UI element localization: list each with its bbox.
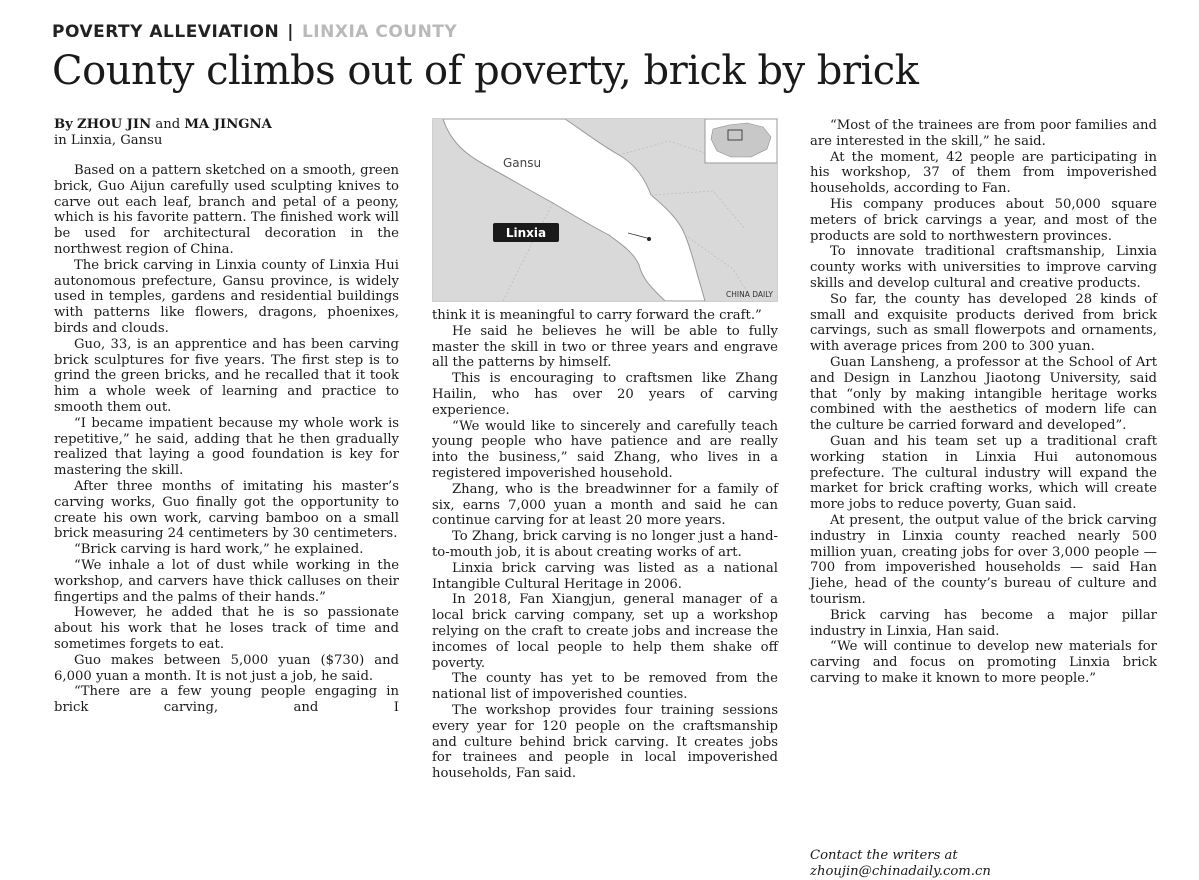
- paragraph: “Most of the trainees are from poor families and are interested in the skill,” he said.: [810, 118, 1157, 149]
- paragraph: To Zhang, brick carving is no longer just a hand-to-mouth job, it is about creating works of art.: [432, 529, 778, 560]
- paragraph: The county has yet to be removed from the national list of impoverished counties.: [432, 671, 778, 703]
- paragraph: This is encouraging to craftsmen like Zhang Hailin, who has over 20 years of carving experience.: [432, 371, 778, 418]
- contact-writers: [810, 848, 1157, 880]
- contact-text: Contact the writers at: [810, 848, 958, 863]
- paragraph: “We would like to sincerely and carefully teach young people who have patience and are really into the business,” said Zhang, who lives in a registered impoverished household.: [432, 418, 778, 481]
- paragraph: “I became impatient because my whole work is repetitive,” he said, adding that he then gradually realized that laying a good foundation is key for mastering the skill.: [54, 415, 399, 479]
- byline-by: By: [54, 117, 73, 132]
- byline-author-2: MA JINGNA: [184, 117, 272, 132]
- paragraph: “We will continue to develop new materials for carving and focus on promoting Linxia brick carving to make it known to more people.”: [810, 639, 1157, 686]
- paragraph: The workshop provides four training sessions every year for 120 people on the craftsmanship and culture behind brick carving. It creates jobs for trainees and people in local impoverished households, Fan said.: [432, 702, 778, 782]
- paragraph: Linxia brick carving was listed as a national Intangible Cultural Heritage in 2006.: [432, 560, 778, 592]
- paragraph: His company produces about 50,000 square meters of brick carvings a year, and most of the products are sold to northwestern provinces.: [810, 196, 1157, 244]
- paragraph: “Brick carving is hard work,” he explained.: [74, 542, 364, 558]
- locator-map: [432, 118, 778, 302]
- paragraph: Guo, 33, is an apprentice and has been carving brick sculptures for five years. The first step is to grind the green bricks, and he recalled that it took him a whole week of learning and practice to smooth them out.: [54, 336, 399, 415]
- paragraph: Guan and his team set up a traditional craft working station in Linxia Hui autonomous prefecture. The cultural industry will expand the market for brick crafting works, which will create more jobs to reduce poverty, Guan said.: [810, 433, 1157, 513]
- section-name: POVERTY ALLEVIATION: [52, 22, 280, 42]
- article-column-3: [810, 118, 1157, 687]
- headline: County climbs out of poverty, brick by brick: [52, 48, 919, 94]
- paragraph: “We inhale a lot of dust while working in the workshop, and carvers have thick calluses on their fingertips and the palms of their hands.”: [54, 557, 399, 605]
- paragraph: He said he believes he will be able to fully master the skill in two or three years and engrave all the patterns by himself.: [432, 323, 778, 371]
- paragraph: To innovate traditional craftsmanship, Linxia county works with universities to improve carving skills and develop cultural and creative products.: [810, 244, 1157, 291]
- paragraph: Zhang, who is the breadwinner for a family of six, earns 7,000 yuan a month and said he can continue carving for at least 20 more years.: [432, 481, 778, 529]
- article-column-2: [432, 308, 778, 782]
- paragraph: Guan Lansheng, a professor at the School of Art and Design in Lanzhou Jiaotong University, said that “only by making intangible heritage works combined with the aesthetics of modern life can the culture be carried forward and developed”.: [810, 354, 1157, 434]
- paragraph: Based on a pattern sketched on a smooth, green brick, Guo Aijun carefully used sculpting knives to carve out each leaf, branch and petal of a peony, which is his favorite pattern. The finished work will be used for architectural decoration in the northwest region of China.: [54, 163, 399, 257]
- paragraph: At the moment, 42 people are participating in his workshop, 37 of them from impoverished households, according to Fan.: [810, 149, 1157, 197]
- byline-and: and: [155, 117, 181, 132]
- paragraph: However, he added that he is so passionate about his work that he loses track of time and sometimes forgets to eat.: [54, 605, 399, 652]
- article-column-1: [54, 163, 399, 716]
- map-label-linxia: Linxia: [505, 226, 547, 240]
- paragraph: The brick carving in Linxia county of Linxia Hui autonomous prefecture, Gansu province, is widely used in temples, gardens and residential buildings with patterns like flowers, dragons, phoenixes, birds and clouds.: [54, 257, 399, 336]
- paragraph: After three months of imitating his master’s carving works, Guo finally got the opportunity to create his own work, carving bamboo on a small brick measuring 24 centimeters by 30 centimeters.: [54, 478, 399, 542]
- paragraph: So far, the county has developed 28 kinds of small and exquisite products derived from brick carvings, such as small flowerpots and ornaments, with average prices from 200 to 300 yuan.: [810, 291, 1157, 355]
- byline-author-1: ZHOU JIN: [77, 117, 152, 132]
- kicker-separator: |: [287, 22, 294, 42]
- contact-email: zhoujin@chinadaily.com.cn: [810, 863, 991, 879]
- paragraph-continued: think it is meaningful to carry forward the craft.”: [432, 308, 762, 323]
- paragraph: “There are a few young people engaging in brick carving, and I: [54, 684, 399, 716]
- kicker-location: LINXIA COUNTY: [301, 22, 458, 42]
- map-credit: CHINA DAILY: [726, 290, 773, 299]
- map-graphic: [433, 119, 777, 301]
- section-kicker: [52, 22, 457, 42]
- byline: [54, 117, 272, 149]
- map-label-gansu: Gansu: [503, 156, 542, 170]
- byline-dateline: in Linxia, Gansu: [54, 133, 163, 148]
- paragraph: In 2018, Fan Xiangjun, general manager of a local brick carving company, set up a workshop relying on the craft to create jobs and increase the incomes of local people to help them shake off poverty.: [432, 592, 778, 671]
- linxia-location-dot: [647, 237, 651, 241]
- paragraph: Brick carving has become a major pillar industry in Linxia, Han said.: [810, 607, 1157, 639]
- paragraph: Guo makes between 5,000 yuan ($730) and 6,000 yuan a month. It is not just a job, he said.: [54, 652, 399, 684]
- paragraph: At present, the output value of the brick carving industry in Linxia county reached nearly 500 million yuan, creating jobs for over 3,000 people — 700 from impoverished households — said Han Jiehe, head of the county’s bureau of culture and tourism.: [810, 512, 1157, 607]
